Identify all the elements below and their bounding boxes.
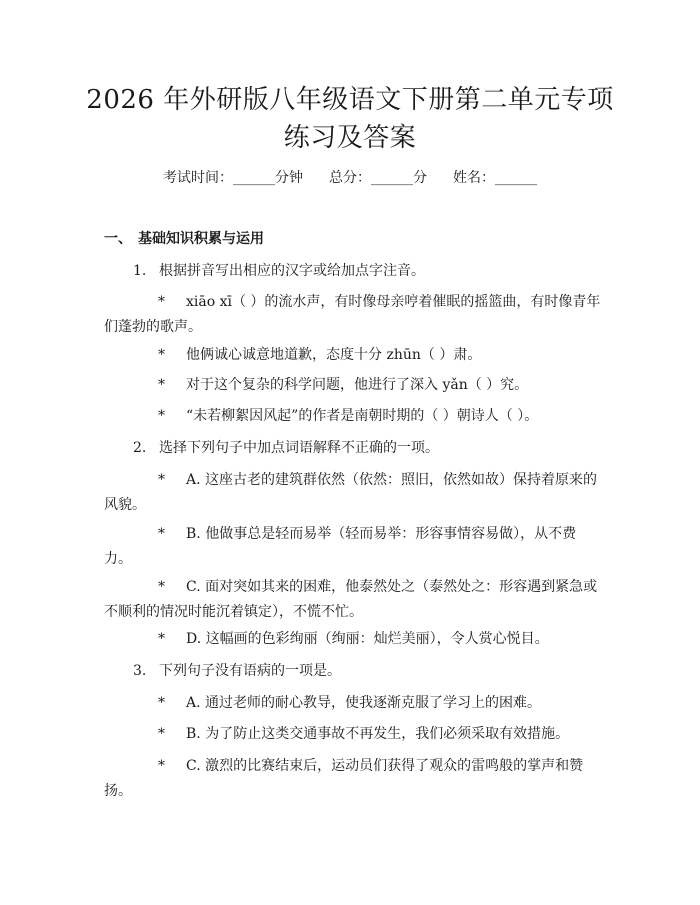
bullet-icon: * bbox=[158, 377, 165, 393]
question-2-option-c bbox=[104, 575, 604, 625]
question-text: 根据拼音写出相应的汉字或给加点字注音。 bbox=[159, 263, 425, 279]
question-1-item-1 bbox=[104, 290, 604, 340]
option-text: B. 为了防止这类交通事故不再发生，我们必须采取有效措施。 bbox=[186, 726, 570, 742]
question-1-item-3 bbox=[104, 373, 604, 398]
section-title: 基础知识积累与运用 bbox=[138, 231, 264, 247]
item-text: xiāo xī（ ）的流水声，有时像母亲哼着催眠的摇篮曲，有时像青年们蓬勃的歌声。 bbox=[104, 294, 601, 335]
bullet-icon: * bbox=[158, 294, 165, 310]
exam-score-field: 总分：______分 bbox=[329, 170, 427, 186]
question-number: 3. bbox=[133, 663, 147, 679]
question-1 bbox=[133, 259, 425, 283]
option-text: A. 这座古老的建筑群依然（依然：照旧，依然如故）保持着原来的风貌。 bbox=[104, 472, 598, 513]
question-3-option-c bbox=[104, 754, 604, 804]
bullet-icon: * bbox=[158, 472, 165, 488]
document-title-line-1: 2026 年外研版八年级语文下册第二单元专项 bbox=[86, 85, 614, 115]
question-3 bbox=[133, 659, 341, 683]
bullet-icon: * bbox=[158, 726, 165, 742]
question-2-option-d bbox=[104, 627, 604, 652]
question-2-option-a bbox=[104, 468, 604, 518]
question-2 bbox=[133, 436, 439, 460]
question-number: 1. bbox=[133, 263, 147, 279]
exam-name-field: 姓名：______ bbox=[453, 170, 537, 186]
question-text: 下列句子没有语病的一项是。 bbox=[159, 663, 341, 679]
bullet-icon: * bbox=[158, 758, 165, 774]
document-title-line-2: 练习及答案 bbox=[283, 123, 417, 153]
question-number: 2. bbox=[133, 440, 147, 456]
option-text: B. 他做事总是轻而易举（轻而易举：形容事情容易做），从不费力。 bbox=[104, 526, 577, 567]
option-text: A. 通过老师的耐心教导，使我逐渐克服了学习上的困难。 bbox=[186, 695, 542, 711]
bullet-icon: * bbox=[158, 347, 165, 363]
item-text: 他俩诚心诚意地道歉，态度十分 zhūn（ ）肃。 bbox=[186, 347, 482, 363]
item-text: 对于这个复杂的科学问题，他进行了深入 yǎn（ ）究。 bbox=[186, 377, 529, 393]
option-text: C. 面对突如其来的困难，他泰然处之（泰然处之：形容遇到紧急或不顺利的情况时能沉着镇定），不慌不忙。 bbox=[104, 579, 598, 620]
bullet-icon: * bbox=[158, 408, 165, 424]
bullet-icon: * bbox=[158, 695, 165, 711]
question-3-option-a bbox=[104, 691, 604, 716]
bullet-icon: * bbox=[158, 631, 165, 647]
section-heading bbox=[104, 228, 264, 248]
exam-time-field: 考试时间：______分钟 bbox=[163, 170, 303, 186]
section-number: 一、 bbox=[104, 231, 132, 247]
bullet-icon: * bbox=[158, 526, 165, 542]
option-text: D. 这幅画的色彩绚丽（绚丽：灿烂美丽），令人赏心悦目。 bbox=[186, 631, 549, 647]
bullet-icon: * bbox=[158, 579, 165, 595]
option-text: C. 激烈的比赛结束后，运动员们获得了观众的雷鸣般的掌声和赞扬。 bbox=[104, 758, 584, 799]
question-1-item-4 bbox=[104, 404, 604, 429]
item-text: “未若柳絮因风起”的作者是南朝时期的（ ）朝诗人（ ）。 bbox=[186, 408, 539, 424]
question-2-option-b bbox=[104, 522, 604, 572]
question-3-option-b bbox=[104, 722, 604, 747]
question-1-item-2 bbox=[104, 343, 604, 368]
exam-info bbox=[0, 167, 700, 187]
question-text: 选择下列句子中加点词语解释不正确的一项。 bbox=[159, 440, 439, 456]
